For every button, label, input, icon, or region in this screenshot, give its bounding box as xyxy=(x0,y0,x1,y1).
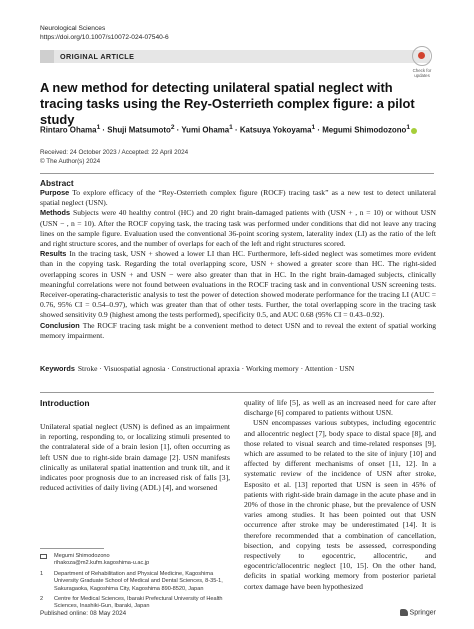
left-column xyxy=(40,398,230,493)
updates-label-2: updates xyxy=(414,73,430,78)
section-text: In the tracing task, USN + showed a lower LI than HC. Furthermore, left-sided neglect was sometimes more evident than in the copying task. Regarding the total overlapping score, USN + showed a greater score than HC. The right-sided overlapping scores in USN + and USN − were also greater than that in HC. In the right brain-damaged subjects, clinically meaningful correlations were not found between evaluations in the ROCF tracing task and in conventional USN screening tests. Receiver-operating-characteristic analysis to test the power of detection showed moderate performance for the tracing LI (AUC = 0.76, 95% CI = 0.54–0.97), which was greater than that of other tests. Further, the total overlapping score in the tracing task showed sensitivity 0.9 (highest among the tests performed), specificity 0.5, and AUC 0.68 (95% CI = 0.43–0.92). xyxy=(40,249,436,320)
abstract-methods xyxy=(40,208,436,249)
copyright: © The Author(s) 2024 xyxy=(40,157,101,165)
affiliation-1 xyxy=(40,571,230,593)
abstract-heading: Abstract xyxy=(40,178,74,188)
section-label: Methods xyxy=(40,208,70,218)
article-dates xyxy=(40,149,188,166)
author-affiliation: 1 xyxy=(406,124,411,131)
footnote-divider xyxy=(40,548,104,549)
abstract xyxy=(40,178,436,341)
keywords xyxy=(40,364,436,374)
abstract-purpose xyxy=(40,188,436,208)
author-affiliation: 1 xyxy=(311,124,316,131)
updates-icon xyxy=(412,46,432,66)
article-title: A new method for detecting unilateral spatial neglect with tracing tasks using the Rey-Osterrieth complex figure: a pilot study xyxy=(40,80,415,127)
right-column xyxy=(244,398,436,592)
section-text: Subjects were 40 healthy control (HC) and 20 right brain-damaged patients with (USN + , n = 10) or without USN (USN − , n = 10). After the ROCF copying task, the tracing task was performed under conditions that did not leave any tracing lines on the sample figure. Evaluation used the conventional 36-point scoring system, laterality index (LI) as the ratio of the left and right structure scores, and the number of overlaps for each of the left and right structures scored. xyxy=(40,208,436,249)
section-text: The ROCF tracing task might be a convenient method to detect USN and to reveal the extent of spatial working memory impairment. xyxy=(40,320,436,340)
author-name[interactable]: Shuji Matsumoto xyxy=(107,125,171,135)
doi-link[interactable]: https://doi.org/10.1007/s10072-024-07540-6 xyxy=(40,34,169,41)
author-affiliation: 1 xyxy=(229,124,233,131)
body-paragraph: USN encompasses various subtypes, including egocentric and allocentric neglect [7], body space to distal space [8], and those related to visual search and time-related responses [9], which are assumed to be related to the site of injury [10] and affected by different mechanisms of onset [11, 12]. In a systematic review of the incidence of USN after stroke, Esposito et al. [13] reported that USN is seen in 45% of patients with right-side brain damage in the acute phase and in 20% of those in the chronic phase, but the prevalence of USN varies among studies. It has been pointed out that USN occurrence after stroke may be underestimated [14]. It is therefore recommended that a combination of cancellation, bisection, and copying tests be assessed, corresponding respectively to egocentric, allocentric, and egocentric/allocentric neglect [10, 15]. On the other hand, deficits in spatial working memory from posterior parietal cortex damage have been hypothesized xyxy=(244,418,436,591)
published-date: Published online: 08 May 2024 xyxy=(40,610,127,617)
author-list: Rintaro Ohama$^1$ · Shuji Matsumoto$^2$ · Yumi Ohama$^1$ · Katsuya Yokoyama$^1$ · Megumi Shimodozono$^1$ xyxy=(40,124,440,135)
publisher-name: Springer xyxy=(409,609,436,617)
author-name[interactable]: Yumi Ohama xyxy=(181,125,230,135)
corresponding-author xyxy=(40,553,230,568)
corresponding-email[interactable]: rihakoza@m2.kufm.kagoshima-u.ac.jp xyxy=(54,560,150,567)
journal-header xyxy=(40,24,169,42)
author-name[interactable]: Katsuya Yokoyama xyxy=(239,125,312,135)
abstract-results xyxy=(40,249,436,320)
article-type-badge: ORIGINAL ARTICLE xyxy=(40,50,430,63)
affiliation-mark: 2 xyxy=(40,596,44,603)
author-affiliation: 2 xyxy=(170,124,175,131)
introduction-paragraph: Unilateral spatial neglect (USN) is defined as an impairment in reporting, responding to, or localizing stimuli presented to the contralateral side of a brain lesion [1], often occurring as left USN due to right-side brain damage [2]. USN manifests clinically as unilateral spatial inattention and trunk tilt, and it indicates poor prognosis due to an increased risk of falls [3], reduced activities of daily living (ADL) [4], and worsened xyxy=(40,422,230,493)
affiliation-text: Department of Rehabilitation and Physical Medicine, Kagoshima University Graduate School of Medical and Dental Sciences, 8-35-1, Sakuragaoka, Kagoshima City, Kagoshima 890-8520, Japan xyxy=(54,570,223,592)
author-name[interactable]: Megumi Shimodozono xyxy=(322,125,407,135)
author-affiliation: 1 xyxy=(96,124,101,131)
keywords-text: Stroke · Visuospatial agnosia · Constructional apraxia · Working memory · Attention · USN xyxy=(77,364,355,373)
introduction-heading: Introduction xyxy=(40,398,90,408)
section-text: To explore efficacy of the “Rey-Osterrieth complex figure (ROCF) tracing task” as a new test to detect unilateral spatial neglect (USN). xyxy=(40,188,436,208)
section-label: Purpose xyxy=(40,188,70,197)
section-label: Results xyxy=(40,249,67,259)
journal-name: Neurological Sciences xyxy=(40,25,106,32)
footnotes xyxy=(40,548,230,614)
updates-label-1: Check for xyxy=(412,68,432,73)
springer-horse-icon xyxy=(400,609,408,616)
author-name[interactable]: Rintaro Ohama xyxy=(40,125,97,135)
section-label: Conclusion xyxy=(40,320,80,330)
affiliation-text: Centre for Medical Sciences, Ibaraki Prefectural University of Health Sciences, Inashiki-Gun, Ibaraki, Japan xyxy=(54,596,223,610)
publisher-logo xyxy=(400,609,436,616)
check-for-updates-button[interactable] xyxy=(406,46,438,78)
abstract-conclusion xyxy=(40,321,436,341)
affiliation-2 xyxy=(40,596,230,611)
affiliation-mark: 1 xyxy=(40,570,44,577)
body-paragraph: quality of life [5], as well as an increased need for care after discharge [6] compared to patients without USN. xyxy=(244,398,436,418)
page-footer xyxy=(40,610,436,617)
divider xyxy=(40,392,434,393)
mail-icon xyxy=(40,554,47,559)
divider xyxy=(40,173,434,174)
corresponding-name: Megumi Shimodozono xyxy=(54,553,110,559)
orcid-icon[interactable] xyxy=(411,128,417,134)
received-accepted: Received: 24 October 2023 / Accepted: 22 April 2024 xyxy=(40,149,189,156)
keywords-label: Keywords xyxy=(40,364,75,373)
